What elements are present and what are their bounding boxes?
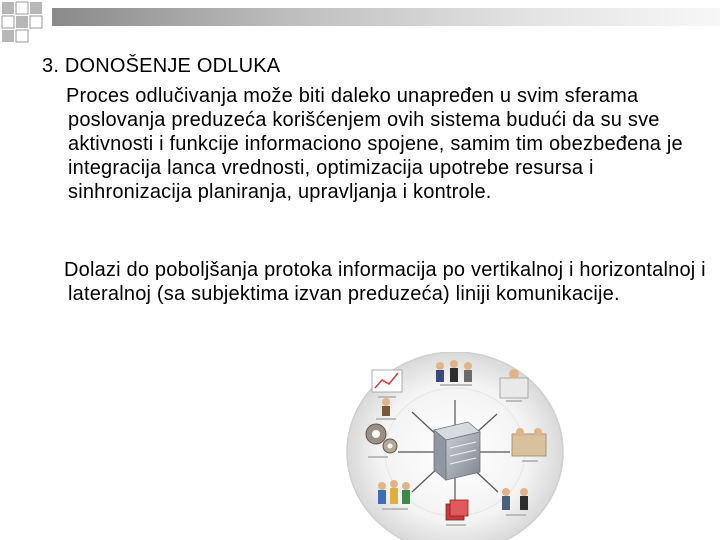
erp-integration-diagram — [342, 352, 568, 540]
decision-making-paragraph: Proces odlučivanja može biti daleko unapređen u svim sferama poslovanja preduzeća korišćenjem ovih sistema budući da su sve aktivnosti i funkcije informaciono spojene, samim tim obezbeđena je integracija lanca vrednosti, optimizacija upotrebe resursa i sinhronizacija planiranja, upravljanja i kontrole. — [66, 85, 683, 203]
title-bar-decoration — [52, 8, 720, 26]
section-heading: 3. DONOŠENJE ODLUKA — [42, 55, 281, 77]
information-flow-paragraph: Dolazi do poboljšanja protoka informacija po vertikalnoj i horizontalnoj i lateralnoj (sa subjektima izvan preduzeća) liniji komunikacije. — [64, 259, 706, 305]
server-icon — [434, 422, 480, 480]
